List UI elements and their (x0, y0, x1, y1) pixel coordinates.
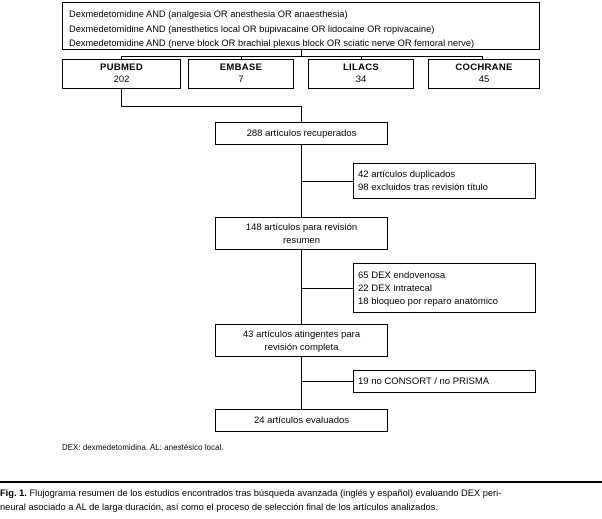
exclusion-2-line-3: 18 bloqueo por reparo anatómico (358, 295, 498, 307)
evaluated-articles-box (215, 409, 388, 432)
connector-db-bus (121, 56, 482, 57)
database-box-cochrane (428, 59, 540, 89)
database-box-embase (188, 59, 294, 89)
abstract-review-line-1: 148 artículos para revisión (245, 221, 358, 233)
retrieved-articles-box (215, 122, 388, 145)
database-count-cochrane: 45 (478, 74, 490, 85)
exclusion-1-line-2: 98 excluidos tras revisión título (358, 182, 488, 193)
connector-exclusions-2 (301, 288, 353, 289)
figure-caption-line-2: neural asociado a AL de larga duración, así como el proceso de selección final de los artículos analizados. (0, 501, 438, 512)
connector-full-review-down (301, 357, 302, 409)
evaluated-articles-label: 24 artículos evaluados (253, 415, 350, 426)
database-count-pubmed: 202 (113, 74, 130, 85)
connector-exclusions-3 (301, 381, 353, 382)
abstract-review-line-2: resumen (283, 234, 320, 246)
search-query-box (62, 2, 540, 50)
query-line-2: Dexmedetomidine AND (anesthetics local OR bupivacaine OR lidocaine OR ropivacaine) (69, 23, 435, 34)
exclusion-3-line-1: 19 no CONSORT / no PRISMA (358, 376, 490, 387)
database-name-pubmed: PUBMED (100, 61, 143, 73)
connector-pubmed-down (121, 89, 122, 106)
caption-divider (0, 481, 602, 483)
exclusion-1-line-1: 42 artículos duplicados (358, 169, 456, 180)
figure-caption (0, 487, 600, 514)
exclusion-2-line-2: 22 DEX intratecal (358, 282, 432, 294)
abstract-review-box (215, 217, 388, 250)
database-name-embase: EMBASE (219, 61, 263, 73)
database-box-lilacs (308, 59, 414, 89)
connector-to-retrieved-h (121, 106, 302, 107)
database-count-embase: 7 (238, 74, 244, 85)
exclusions-box-2 (353, 263, 536, 313)
connector-exclusions-1 (301, 181, 353, 182)
database-name-cochrane: COCHRANE (455, 61, 513, 73)
connector-to-retrieved-v (301, 106, 302, 122)
database-name-lilacs: LILACS (342, 61, 380, 73)
exclusions-box-1 (353, 163, 536, 199)
full-review-box (215, 324, 388, 357)
figure-caption-line-1: Flujograma resumen de los estudios encontrados tras búsqueda avanzada (inglés y español) evaluando DEX peri- (29, 488, 502, 498)
full-review-line-1: 43 artículos atingentes para (242, 328, 361, 340)
abbreviations-legend: DEX: dexmedetomidina. AL: anestésico local. (62, 443, 224, 452)
full-review-line-2: revisión completa (264, 341, 339, 353)
figure-caption-label: Fig. 1. (0, 488, 27, 498)
query-line-1: Dexmedetomidine AND (analgesia OR anesthesia OR anaesthesia) (69, 9, 348, 19)
exclusions-box-3 (353, 370, 536, 393)
database-count-lilacs: 34 (355, 74, 367, 85)
connector-abstract-down (301, 250, 302, 324)
exclusion-2-line-1: 65 DEX endovenosa (358, 269, 446, 281)
query-line-3: Dexmedetomidine AND (nerve block OR brachial plexus block OR sciatic nerve OR femoral nerve) (69, 38, 475, 48)
database-box-pubmed (62, 59, 181, 89)
retrieved-articles-label: 288 artículos recuperados (246, 128, 357, 139)
